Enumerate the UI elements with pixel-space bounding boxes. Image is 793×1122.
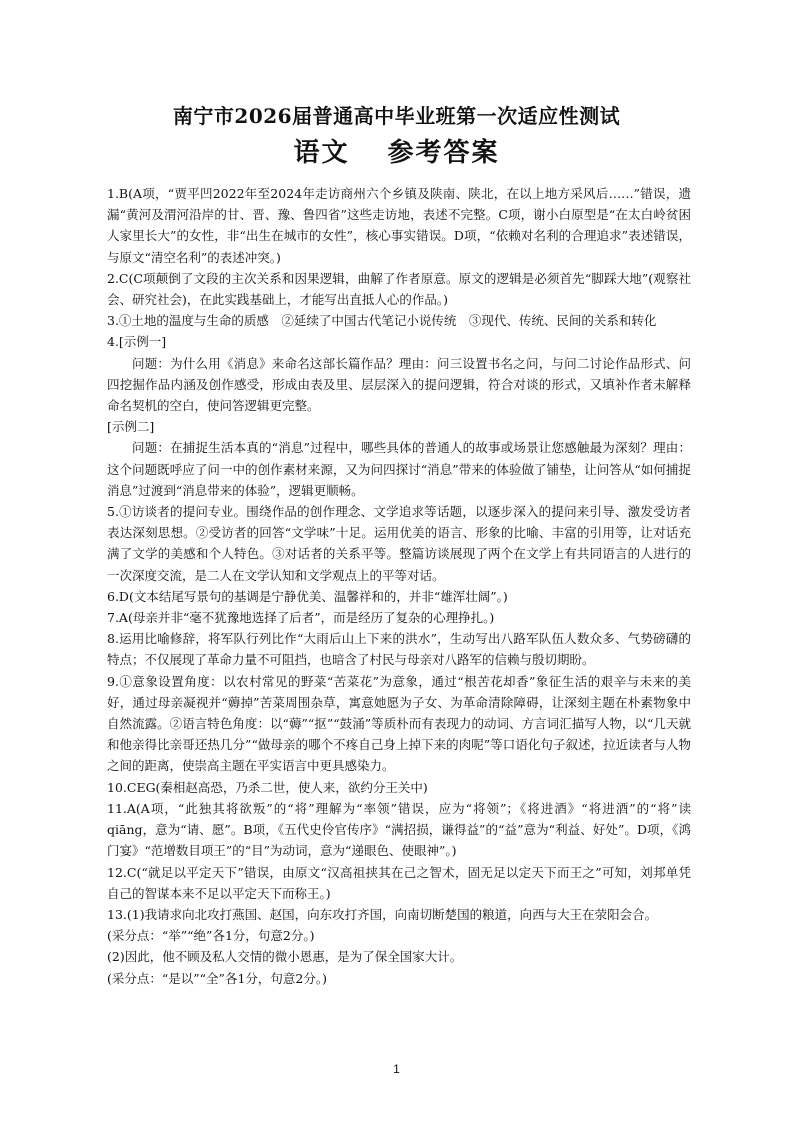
answer-7: 7.A(母亲并非“毫不犹豫地选择了后者”，而是经历了复杂的心理挣扎。): [107, 610, 495, 626]
answer-13-part-1: 13.(1)我请求向北攻打燕国、赵国，向东攻打齐国，向南切断楚国的粮道，向西与大王在荥阳会合。: [107, 906, 658, 922]
answer-4-example-1-label: 4.[示例一]: [107, 334, 167, 350]
answer-2: 2.C(C项颠倒了文段的主次关系和因果逻辑，曲解了作者原意。原文的逻辑是必须首先“脚踩大地”(观察社会、研究社会)，在此实践基础上，才能写出直抵人心的作品。): [107, 270, 691, 308]
answer-13-part-1-scoring: (采分点：“举”“绝”各1分，句意2分。): [107, 928, 315, 944]
answer-4-example-2: 问题：在捕捉生活本真的“消息”过程中，哪些具体的普通人的故事或场景让您感触最为深刻？理由：这个问题既呼应了问一中的创作素材来源，又为问四探讨“消息”带来的体验做了铺垫，让问答从“如何捕捉消息”过渡到“消息带来的体验”，逻辑更顺畅。: [107, 440, 691, 498]
answer-6: 6.D(文本结尾写景句的基调是宁静优美、温馨祥和的，并非“雄浑壮阔”。): [107, 588, 508, 604]
answer-4-example-2-label: [示例二]: [107, 419, 155, 435]
answer-11: 11.A(A项，“此独其将欲叛”的“将”理解为“率领”错误，应为“将领”；《将进酒》“将进酒”的“将”读qiāng，意为“请、愿”。B项，《五代史伶官传序》“满招损，谦得益”的“益”意为“利益、好处”。D项，《鸿门宴》“范增数目项王”的“目”为动词，意为“递眼色、使眼神”。): [107, 800, 691, 859]
answer-list: [107, 183, 691, 989]
answer-key-label: 参考答案: [387, 138, 500, 168]
answer-9: 9.①意象设置角度：以农村常见的野菜“苦菜花”为意象，通过“根苦花却香”象征生活的艰辛与未来的美好，通过母亲凝视并“薅掉”苦菜周围杂草，寓意她愿为子女、为革命清除障碍，让深刻主题在朴素物象中自然流露。②语言特色角度：以“薅”“抠”“鼓涌”等质朴而有表现力的动词、方言词汇描写人物，以“几天就和他亲得比亲哥还热几分”“做母亲的哪个不疼自己身上掉下来的肉呢”等口语化句子叙述，拉近读者与人物之间的距离，使崇高主题在平实语言中更具感染力。: [107, 673, 691, 774]
answer-1: 1.B(A项，“贾平凹2022年至2024年走访商州六个乡镇及陕南、陕北，在以上地方采风后……”错误，遗漏“黄河及渭河沿岸的甘、晋、豫、鲁四省”这些走访地，表述不完整。C项，谢小白原型是“在太白岭贫困人家里长大”的女性，非“出生在城市的女性”，核心事实错误。D项，“依赖对名利的合理追求”表述错误，与原文“清空名利”的表述冲突。): [107, 186, 691, 265]
answer-10: 10.CEG(秦相赵高恐，乃杀二世，使人来，欲约分王关中): [107, 779, 428, 795]
answer-13-part-2: (2)因此，他不顾及私人交情的微小恩惠，是为了保全国家大计。: [107, 949, 463, 965]
document-subtitle: [0, 132, 793, 169]
answer-5: 5.①访谈者的提问专业。围绕作品的创作理念、文学追求等话题，以逐步深入的提问来引导、激发受访者表达深刻思想。②受访者的回答“文学味”十足。运用优美的语言、形象的比喻、丰富的引用等，让对话充满了文学的美感和个人特色。③对话者的关系平等。整篇访谈展现了两个在文学上有共同语言的人进行的一次深度交流，是二人在文学认知和文学观点上的平等对话。: [107, 504, 691, 583]
answer-12: 12.C(“就足以平定天下”错误，由原文“汉高祖挟其在己之智术，固无足以定天下而王之”可知，刘邦单凭自己的智谋本来不足以平定天下而称王。): [107, 864, 691, 901]
answer-8: 8.运用比喻修辞，将军队行列比作“大雨后山上下来的洪水”，生动写出八路军队伍人数众多、气势磅礴的特点；不仅展现了革命力量不可阻挡，也暗含了村民与母亲对八路军的信赖与殷切期盼。: [107, 631, 691, 668]
exam-title: 南宁市2026届普通高中毕业班第一次适应性测试: [172, 104, 621, 128]
answer-13-part-2-scoring: (采分点：“是以”“全”各1分，句意2分。): [107, 970, 327, 986]
subject-label: 语文: [293, 138, 350, 168]
page-number: 1: [393, 1062, 400, 1076]
answer-3: 3.①土地的温度与生命的质感 ②延续了中国古代笔记小说传统 ③现代、传统、民间的关系和转化: [107, 313, 657, 329]
answer-4-example-1: 问题：为什么用《消息》来命名这部长篇作品？理由：问三设置书名之问，与问二讨论作品形式、问四挖掘作品内涵及创作感受，形成由表及里、层层深入的提问逻辑，符合对谈的形式，又填补作者未解释命名契机的空白，使问答逻辑更完整。: [107, 355, 691, 414]
